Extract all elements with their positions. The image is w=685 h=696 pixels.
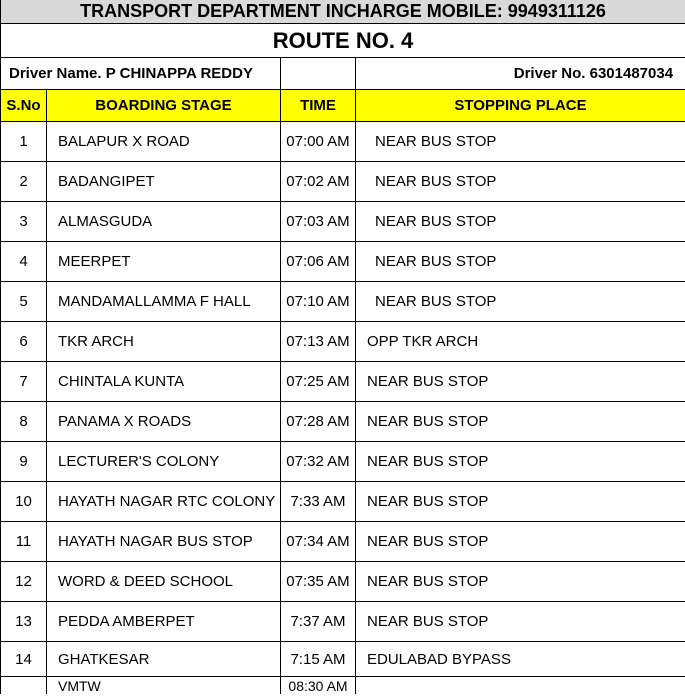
cell-sno: 9 — [1, 442, 47, 482]
cell-stage: MANDAMALLAMMA F HALL — [47, 282, 281, 322]
cell-place: NEAR BUS STOP — [356, 242, 685, 282]
table-row — [1, 122, 685, 162]
cell-place: NEAR BUS STOP — [356, 442, 685, 482]
cell-time: 07:02 AM — [281, 162, 356, 202]
cell-place: NEAR BUS STOP — [356, 122, 685, 162]
cell-time: 07:13 AM — [281, 322, 356, 362]
cell-place: NEAR BUS STOP — [356, 162, 685, 202]
cell-sno: 5 — [1, 282, 47, 322]
cell-stage: MEERPET — [47, 242, 281, 282]
driver-name: Driver Name. P CHINAPPA REDDY — [1, 58, 281, 90]
cell-place: NEAR BUS STOP — [356, 362, 685, 402]
cell-time: 7:15 AM — [281, 642, 356, 677]
cell-stage: GHATKESAR — [47, 642, 281, 677]
col-header-time: TIME — [281, 90, 356, 122]
cell-stage: CHINTALA KUNTA — [47, 362, 281, 402]
cell-place: OPP TKR ARCH — [356, 322, 685, 362]
cell-time: 07:32 AM — [281, 442, 356, 482]
cell-time: 08:30 AM — [281, 677, 356, 695]
driver-spacer — [281, 58, 356, 90]
title-row — [1, 0, 685, 24]
cell-place: NEAR BUS STOP — [356, 522, 685, 562]
cell-time: 7:37 AM — [281, 602, 356, 642]
cell-stage: LECTURER'S COLONY — [47, 442, 281, 482]
cell-stage: VMTW — [47, 677, 281, 695]
cell-sno: 8 — [1, 402, 47, 442]
table-row — [1, 442, 685, 482]
cell-sno: 4 — [1, 242, 47, 282]
cell-sno: 6 — [1, 322, 47, 362]
cell-time: 07:34 AM — [281, 522, 356, 562]
table-row — [1, 362, 685, 402]
cell-place: EDULABAD BYPASS — [356, 642, 685, 677]
cell-stage: HAYATH NAGAR RTC COLONY — [47, 482, 281, 522]
cell-time: 07:06 AM — [281, 242, 356, 282]
cell-place: NEAR BUS STOP — [356, 202, 685, 242]
col-header-stage: BOARDING STAGE — [47, 90, 281, 122]
cell-place: NEAR BUS STOP — [356, 282, 685, 322]
cell-place: NEAR BUS STOP — [356, 562, 685, 602]
cell-time: 07:00 AM — [281, 122, 356, 162]
cell-stage: ALMASGUDA — [47, 202, 281, 242]
cell-sno: 3 — [1, 202, 47, 242]
cell-sno: 10 — [1, 482, 47, 522]
cell-time: 07:28 AM — [281, 402, 356, 442]
cell-stage: PANAMA X ROADS — [47, 402, 281, 442]
cell-time: 07:35 AM — [281, 562, 356, 602]
table-row — [1, 242, 685, 282]
cell-stage: WORD & DEED SCHOOL — [47, 562, 281, 602]
cell-time: 07:03 AM — [281, 202, 356, 242]
table-row — [1, 162, 685, 202]
cell-stage: BALAPUR X ROAD — [47, 122, 281, 162]
table-row — [1, 602, 685, 642]
table-row — [1, 482, 685, 522]
table-row — [1, 677, 685, 695]
cell-sno: 14 — [1, 642, 47, 677]
table-row — [1, 282, 685, 322]
department-title: TRANSPORT DEPARTMENT INCHARGE MOBILE: 9949311126 — [1, 0, 685, 24]
cell-place — [356, 677, 685, 695]
table-row — [1, 322, 685, 362]
table-row — [1, 562, 685, 602]
table-row — [1, 202, 685, 242]
cell-time: 07:10 AM — [281, 282, 356, 322]
table-row — [1, 642, 685, 677]
driver-row — [1, 58, 685, 90]
cell-sno: 2 — [1, 162, 47, 202]
cell-sno: 7 — [1, 362, 47, 402]
cell-place: NEAR BUS STOP — [356, 482, 685, 522]
route-row — [1, 24, 685, 58]
cell-stage: PEDDA AMBERPET — [47, 602, 281, 642]
cell-sno — [1, 677, 47, 695]
cell-stage: TKR ARCH — [47, 322, 281, 362]
cell-time: 07:25 AM — [281, 362, 356, 402]
column-header-row — [1, 90, 685, 122]
driver-number: Driver No. 6301487034 — [356, 58, 685, 90]
cell-sno: 1 — [1, 122, 47, 162]
table-row — [1, 402, 685, 442]
cell-time: 7:33 AM — [281, 482, 356, 522]
col-header-sno: S.No — [1, 90, 47, 122]
cell-place: NEAR BUS STOP — [356, 402, 685, 442]
cell-sno: 12 — [1, 562, 47, 602]
col-header-place: STOPPING PLACE — [356, 90, 685, 122]
cell-stage: BADANGIPET — [47, 162, 281, 202]
cell-sno: 11 — [1, 522, 47, 562]
cell-stage: HAYATH NAGAR BUS STOP — [47, 522, 281, 562]
table-row — [1, 522, 685, 562]
cell-place: NEAR BUS STOP — [356, 602, 685, 642]
route-number: ROUTE NO. 4 — [1, 24, 685, 58]
cell-sno: 13 — [1, 602, 47, 642]
